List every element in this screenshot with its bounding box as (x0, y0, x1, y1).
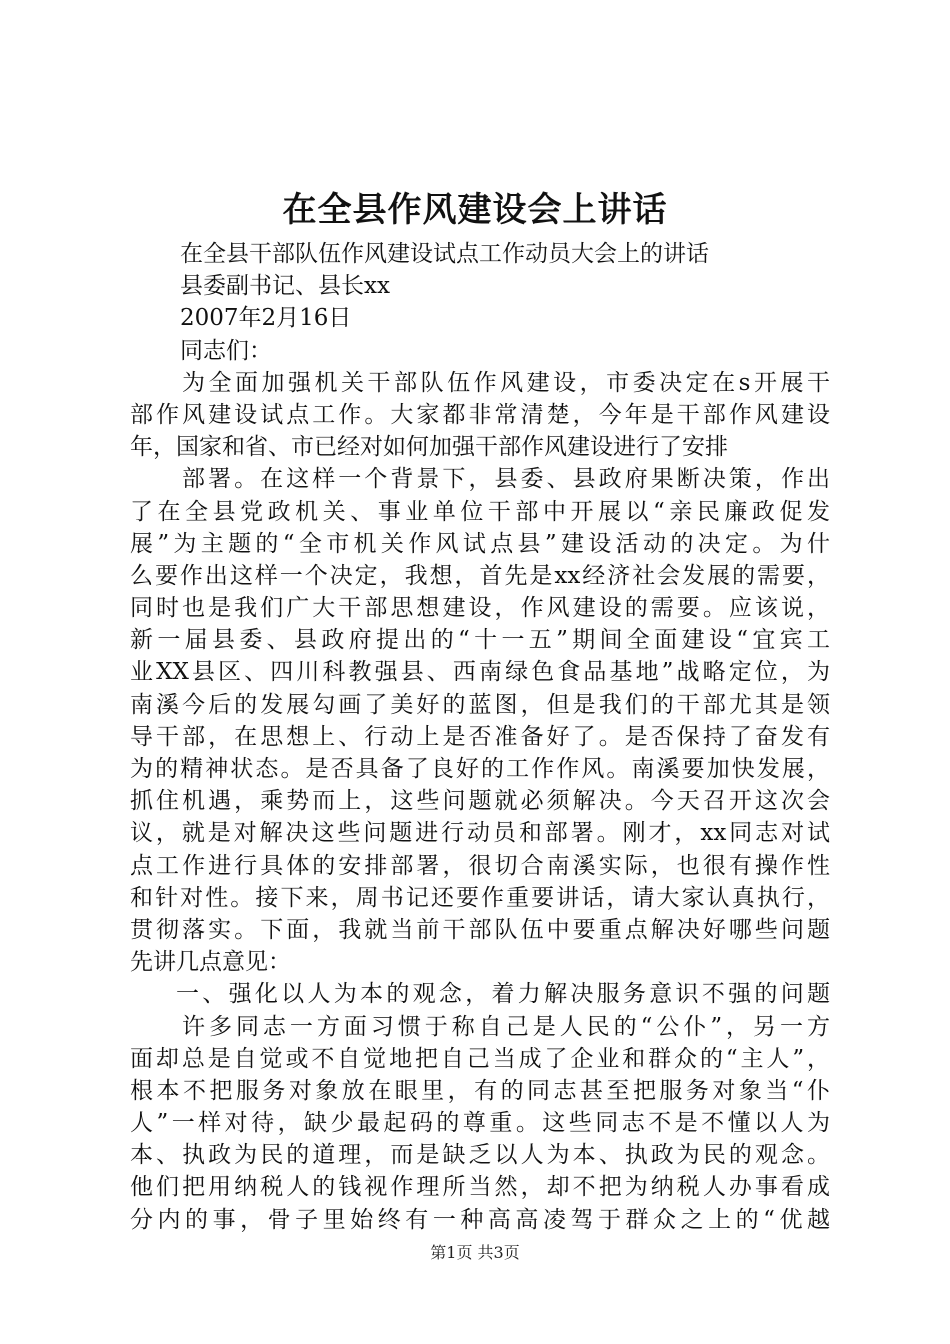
body-line: 么要作出这样一个决定，我想，首先是xx经济社会发展的需要， (130, 562, 830, 589)
body-line: 年，国家和省、市已经对如何加强干部作风建设进行了安排 (130, 434, 728, 461)
body-line: 点工作进行具体的安排部署，很切合南溪实际，也很有操作性 (130, 852, 830, 879)
body-line: 先讲几点意见： (130, 949, 291, 976)
body-line: 一、强化以人为本的观念，着力解决服务意识不强的问题 (176, 981, 830, 1008)
body-line: 导干部，在思想上、行动上是否准备好了。是否保持了奋发有 (130, 723, 830, 750)
body-line: 部署。在这样一个背景下，县委、县政府果断决策，作出 (182, 466, 830, 493)
body-line: 县委副书记、县长xx (180, 273, 390, 300)
body-line: 业XX县区、四川科教强县、西南绿色食品基地”战略定位，为 (130, 659, 830, 686)
body-line: 2007年2月16日 (180, 305, 352, 332)
body-line: 根本不把服务对象放在眼里，有的同志甚至把服务对象当“仆 (130, 1077, 830, 1104)
body-line: 本、执政为民的道理，而是缺乏以人为本、执政为民的观念。 (130, 1142, 830, 1169)
body-line: 新一届县委、县政府提出的“十一五”期间全面建设“宜宾工 (130, 627, 830, 654)
body-line: 人”一样对待，缺少最起码的尊重。这些同志不是不懂以人为 (130, 1110, 830, 1137)
body-line: 同志们： (180, 337, 272, 364)
body-line: 他们把用纳税人的钱视作理所当然，却不把为纳税人办事看成 (130, 1174, 830, 1201)
body-line: 了在全县党政机关、事业单位干部中开展以“亲民廉政促发 (130, 498, 830, 525)
body-line: 部作风建设试点工作。大家都非常清楚，今年是干部作风建设 (130, 401, 830, 428)
page-number: 第1页 共3页 (430, 1243, 520, 1262)
document-title: 在全县作风建设会上讲话 (282, 190, 668, 230)
body-line: 和针对性。接下来，周书记还要作重要讲话，请大家认真执行， (130, 884, 830, 911)
body-line: 抓住机遇，乘势而上，这些问题就必须解决。今天召开这次会 (130, 788, 830, 815)
document-body (130, 238, 830, 1236)
body-line: 同时也是我们广大干部思想建设，作风建设的需要。应该说， (130, 595, 830, 622)
body-line: 议，就是对解决这些问题进行动员和部署。刚才，xx同志对试 (130, 820, 830, 847)
body-line: 为的精神状态。是否具备了良好的工作作风。南溪要加快发展， (130, 756, 830, 782)
body-line: 在全县干部队伍作风建设试点工作动员大会上的讲话 (180, 241, 709, 267)
body-line: 许多同志一方面习惯于称自己是人民的“公仆”，另一方 (182, 1013, 830, 1040)
body-line: 为全面加强机关干部队伍作风建设，市委决定在s开展干 (182, 369, 830, 396)
body-line: 南溪今后的发展勾画了美好的蓝图，但是我们的干部尤其是领 (130, 691, 830, 718)
body-line: 面却总是自觉或不自觉地把自己当成了企业和群众的“主人”， (130, 1045, 830, 1072)
body-line: 贯彻落实。下面，我就当前干部队伍中要重点解决好哪些问题 (130, 916, 830, 943)
body-line: 展”为主题的“全市机关作风试点县”建设活动的决定。为什 (130, 530, 830, 557)
body-line: 分内的事，骨子里始终有一种高高凌驾于群众之上的“优越 (130, 1206, 830, 1233)
